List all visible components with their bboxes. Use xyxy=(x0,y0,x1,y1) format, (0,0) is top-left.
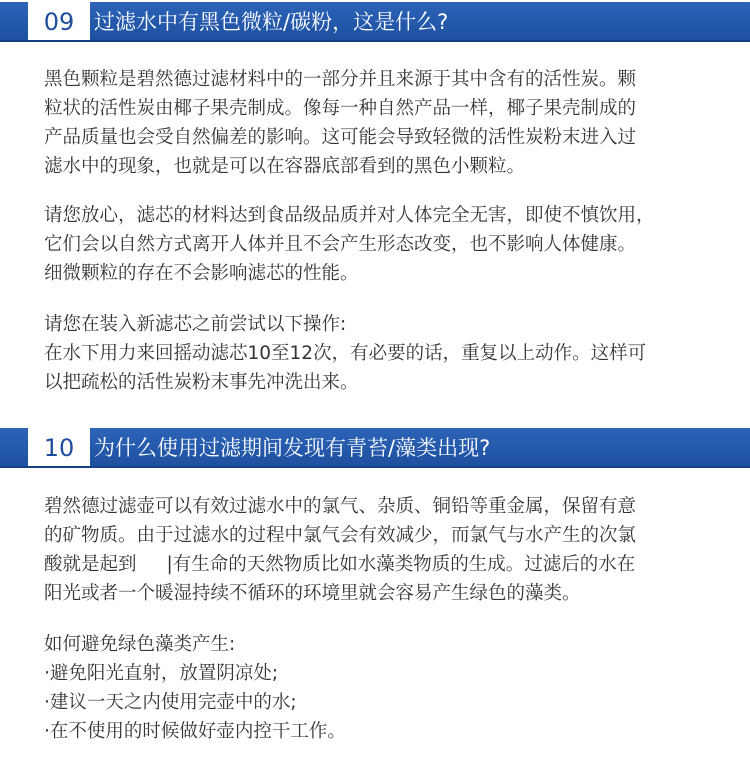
answer-paragraph xyxy=(44,201,734,288)
faq-header-09 xyxy=(0,2,750,42)
text-line: 碧然德过滤壶可以有效过滤水中的氯气、杂质、铜铅等重金属，保留有意 xyxy=(44,496,637,517)
text-fragment: |有生命的天然物质比如水藻类物质的生成。过滤后的水在 xyxy=(166,554,636,575)
answer-paragraph xyxy=(44,492,734,608)
text-line: 在水下用力来回摇动滤芯10至12次，有必要的话，重复以上动作。这样可 xyxy=(44,343,647,364)
question-number-badge xyxy=(28,428,90,468)
question-title: 过滤水中有黑色微粒/碳粉，这是什么? xyxy=(94,10,449,34)
bullet-item: ·建议一天之内使用完壶中的水; xyxy=(44,692,297,713)
question-number: 09 xyxy=(43,8,75,36)
text-line: 请您放心，滤芯的材料达到食品级品质并对人体完全无害，即使不慎饮用， xyxy=(44,205,655,226)
answer-paragraph xyxy=(44,310,734,397)
text-line: 细微颗粒的存在不会影响滤芯的性能。 xyxy=(44,263,359,284)
text-line: 黑色颗粒是碧然德过滤材料中的一部分并且来源于其中含有的活性炭。颗 xyxy=(44,69,637,90)
question-number: 10 xyxy=(43,434,75,462)
text-line: 以把疏松的活性炭粉末事先冲洗出来。 xyxy=(44,372,359,393)
text-line: 粒状的活性炭由椰子果壳制成。像每一种自然产品一样，椰子果壳制成的 xyxy=(44,98,637,119)
text-line: 阳光或者一个暖湿持续不循环的环境里就会容易产生绿色的藻类。 xyxy=(44,583,581,604)
text-line: 产品质量也会受自然偏差的影响。这可能会导致轻微的活性炭粉末进入过 xyxy=(44,127,637,148)
text-line: 滤水中的现象，也就是可以在容器底部看到的黑色小颗粒。 xyxy=(44,156,526,177)
obscured-region xyxy=(137,556,167,575)
faq-header-10 xyxy=(0,428,750,468)
text-line xyxy=(44,550,734,579)
header-divider xyxy=(0,466,750,468)
answer-paragraph xyxy=(44,630,734,746)
text-line: 如何避免绿色藻类产生: xyxy=(44,634,236,655)
question-number-badge xyxy=(28,2,90,42)
bullet-item: ·避免阳光直射，放置阴凉处; xyxy=(44,663,279,684)
header-divider xyxy=(0,40,750,42)
text-line: 的矿物质。由于过滤水的过程中氯气会有效减少，而氯气与水产生的次氯 xyxy=(44,525,637,546)
bullet-item: ·在不使用的时候做好壶内控干工作。 xyxy=(44,721,346,742)
text-fragment: 酸就是起到 xyxy=(44,554,137,575)
text-line: 请您在装入新滤芯之前尝试以下操作: xyxy=(44,314,347,335)
question-title: 为什么使用过滤期间发现有青苔/藻类出现? xyxy=(94,436,491,460)
answer-paragraph xyxy=(44,65,734,181)
text-line: 它们会以自然方式离开人体并且不会产生形态改变，也不影响人体健康。 xyxy=(44,234,637,255)
